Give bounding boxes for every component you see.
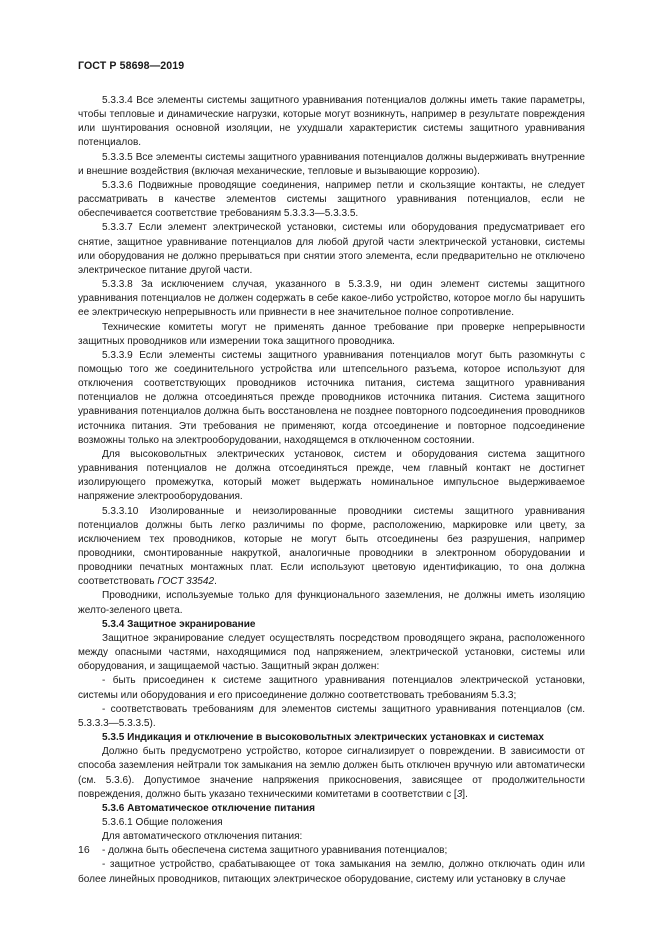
list-item-disconnect-2: - защитное устройство, срабатывающее от тока замыкания на землю, должно отключать один или более линейных проводников, питающих электрическое оборудование, систему или установку в случае bbox=[78, 859, 585, 885]
paragraph-5-3-3-5: 5.3.3.5 Все элементы системы защитного уравнивания потенциалов должны выдерживать внутренние и внешние воздействия (включая механические, тепловые и вызывающие коррозию). bbox=[78, 151, 585, 177]
list-item-disconnect-1: - должна быть обеспечена система защитного уравнивания потенциалов; bbox=[102, 845, 448, 857]
section-heading-5-3-4: 5.3.4 Защитное экранирование bbox=[102, 618, 256, 630]
bibliography-reference: 3 bbox=[456, 788, 463, 800]
paragraph-auto-disconnect: Для автоматического отключения питания: bbox=[102, 831, 303, 843]
document-header: ГОСТ Р 58698—2019 bbox=[78, 60, 185, 72]
paragraph-shielding: Защитное экранирование следует осуществлять посредством проводящего экрана, расположенного между опасными частями, находящимися под напряжением, электрической установки, системы или оборудования, и защищаемой частью. Защитный экран должен: bbox=[78, 632, 585, 673]
subsection-heading-5-3-6-1: 5.3.6.1 Общие положения bbox=[102, 816, 223, 828]
bibliography-reference-end: ]. bbox=[462, 788, 468, 800]
gost-reference-end: . bbox=[214, 576, 217, 588]
list-item-shield-1: - быть присоединен к системе защитного уравнивания потенциалов электрической установки, системы или оборудования и его присоединение должно соответствовать требованиям 5.3.3; bbox=[78, 675, 585, 701]
paragraph-high-voltage: Для высоковольтных электрических установок, систем и оборудования система защитного уравнивания потенциалов не должна отсоединяться прежде, чем главный контакт не достигнет изолирующего промежутка, который может выдержать номинальное импульсное выдерживаемое напряжение электрооборудования. bbox=[78, 448, 585, 503]
section-heading-5-3-5: 5.3.5 Индикация и отключение в высоковольтных электрических установках и системах bbox=[102, 732, 545, 744]
list-item-shield-2: - соответствовать требованиям для элементов системы защитного уравнивания потенциалов (см. 5.3.3.3—5.3.3.5). bbox=[78, 703, 585, 729]
paragraph-5-3-3-9: 5.3.3.9 Если элементы системы защитного уравнивания потенциалов могут быть разомкнуты с помощью того же соединительного устройства или штепсельного разъема, которое используют для отключения соответствующих проводников источника питания, система защитного уравнивания потенциалов не должна отсоединяться прежде проводников источника питания. Система защитного уравнивания потенциалов должна быть восстановлена не позднее повторного подсоединения проводников источника питания. Эти требования не применяют, когда отсоединение и повторное подсоединение возможны только на электрооборудовании, находящемся в отключенном состоянии. bbox=[78, 349, 585, 446]
gost-reference: ГОСТ 33542 bbox=[157, 576, 215, 588]
paragraph-5-3-3-10 bbox=[78, 505, 585, 590]
paragraph-indication-text: Должно быть предусмотрено устройство, которое сигнализирует о повреждении. В зависимости от способа заземления нейтрали ток замыкания на землю должен быть отключен вручную или автоматически (см. 5.3.6). Допустимое значение напряжения прикосновения, зависящее от продолжительности повреждения, должно быть указано техническими комитетами в соответствии с [ bbox=[78, 746, 585, 800]
paragraph-5-3-3-8: 5.3.3.8 За исключением случая, указанного в 5.3.3.9, ни один элемент системы защитного уравнивания потенциалов не должен содержать в себе какое-либо устройство, которое могло бы нарушить ее электрическую непрерывность или привнести в нее значительное полное сопротивление. bbox=[78, 279, 585, 319]
paragraph-5-3-3-4: 5.3.3.4 Все элементы системы защитного уравнивания потенциалов должны иметь такие параметры, чтобы тепловые и динамические нагрузки, которые могут возникнуть, например в результате повреждения или шунтирования основной изоляции, не ухудшали характеристик системы защитного уравнивания потенциалов. bbox=[78, 95, 585, 149]
paragraph-tech-committees: Технические комитеты могут не применять данное требование при проверке непрерывности защитных проводников или измерении тока защитного проводника. bbox=[78, 321, 585, 347]
section-heading-5-3-6: 5.3.6 Автоматическое отключение питания bbox=[102, 802, 315, 814]
document-body bbox=[78, 94, 585, 887]
paragraph-5-3-3-10-text: 5.3.3.10 Изолированные и неизолированные проводники системы защитного уравнивания потенциалов должны быть легко различимы по форме, расположению, маркировке или цвету, за исключением тех проводников, которые не могут быть отсоединены без разрушения, например проводники, смонтированные накруткой, аналогичные проводники в электронном оборудовании и проводники печатных монтажных плат. Если используют цветовую идентификацию, то она должна соответствовать bbox=[78, 505, 585, 588]
paragraph-indication bbox=[78, 745, 585, 802]
paragraph-5-3-3-7: 5.3.3.7 Если элемент электрической установки, системы или оборудования предусматривает его снятие, защитное уравнивание потенциалов для любой другой части электрической установки, системы или оборудования не должно прерываться при снятии этого элемента, если предварительно не отключено электрическое питание другой части. bbox=[78, 222, 585, 276]
paragraph-functional-earthing: Проводники, используемые только для функционального заземления, не должны иметь изоляцию желто-зеленого цвета. bbox=[78, 590, 585, 616]
paragraph-5-3-3-6: 5.3.3.6 Подвижные проводящие соединения, например петли и скользящие контакты, не следует рассматривать в качестве элементов системы защитного уравнивания потенциалов, если не обеспечивается соответствие требованиям 5.3.3.3—5.3.3.5. bbox=[78, 179, 585, 220]
page-number: 16 bbox=[78, 844, 90, 856]
